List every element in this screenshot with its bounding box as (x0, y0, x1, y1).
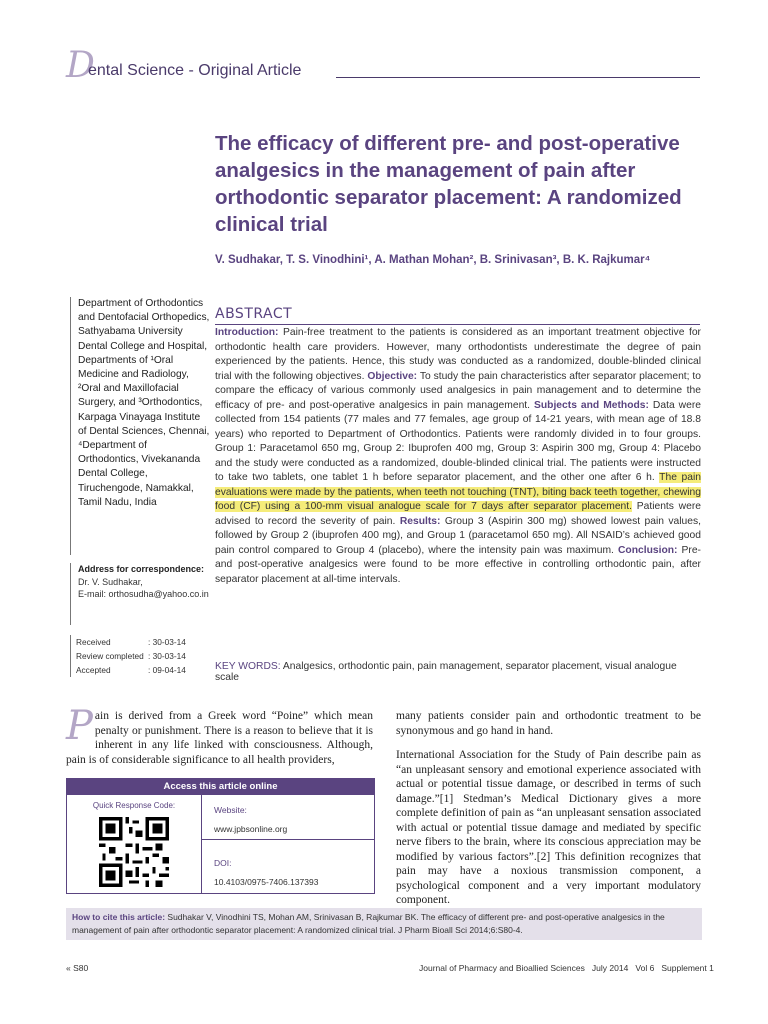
intro-label: Introduction: (215, 327, 279, 338)
affiliation-rule (70, 297, 71, 555)
correspondence (78, 563, 212, 601)
affiliation: Department of Orthodontics and Dentofacial Orthopedics, Sathyabama University Dental College and Hospital, Departments of ¹Oral Medicine and Radiology, ²Oral and Maxillofacial Surgery, and ³Orthodontics, Karpaga Vinayaga Institute of Dental Sciences, Chennai, ⁴Department of Orthodontics, Vivekananda Dental College, Tiruchengode, Namakkal, Tamil Nadu, India (78, 298, 210, 508)
body-paragraph: many patients consider pain and orthodontic treatment to be synonymous and go hand in hand. (396, 710, 701, 737)
abstract-body (215, 326, 701, 587)
body-left-column (66, 703, 373, 767)
objective-text: To study the pain characteristics after separator placement; to compare the efficacy of various commonly used analgesics in pain management and to determine the efficacy of pre- and post-operative analgesics in pain management. (215, 370, 701, 411)
conclusion-text: Pre- and post-operative analgesics were found to be more effective in controlling orthodontic pain, after separator placement at all-time intervals. (215, 544, 701, 585)
website-link[interactable]: www.jpbsonline.org (214, 824, 288, 834)
doi-label: DOI: (214, 858, 232, 868)
correspondence-rule (70, 563, 71, 625)
correspondence-email[interactable]: E-mail: orthosudha@yahoo.co.in (78, 589, 209, 599)
body-paragraph: International Association for the Study of Pain describe pain as “an unpleasant sensory and emotional experience associated with actual or potential tissue damage, or described in terms of such damage.”[1] Stedman’s Medical Dictionary gives a more complete definition of pain as “an unpleasant sensation associated with actual or potential tissue damage and mediated by specific nerve fibers to the brain, where its conscious appreciation may be modified by various factors”.[2] This definition recognizes that pain may have a noxious transmission component, a psychological component and a very important modulatory component. (396, 749, 701, 906)
conclusion-label: Conclusion: (617, 544, 678, 556)
citation-text: Sudhakar V, Vinodhini TS, Mohan AM, Srinivasan B, Rajkumar BK. The efficacy of different pre- and post-operative analgesics in the management of pain after orthodontic separator placement: A randomized clinical trial. J Pharm Bioall Sci 2014;6:S80-4. (72, 912, 665, 935)
keywords (215, 661, 701, 683)
keywords-text: Analgesics, orthodontic pain, pain management, separator placement, visual analogue scale (215, 661, 677, 683)
qr-code-icon[interactable] (99, 817, 169, 887)
link-panel (202, 795, 374, 893)
qr-panel (67, 795, 202, 893)
results-text: Group 3 (Aspirin 300 mg) showed lowest pain values, followed by Group 2 (ibuprofen 400 mg), and Group 1 (paracetamol 650 mg). All NSAID’s achieved good pain control compared to Group 4 (placebo), where the intensity pain was maximum. (215, 515, 702, 556)
body-right-column (396, 709, 701, 918)
qr-label: Quick Response Code: (92, 801, 176, 810)
date-key: Accepted (76, 665, 111, 675)
date-value: : 30-03-14 (148, 637, 186, 647)
results-label: Results: (399, 515, 441, 527)
date-value: : 30-03-14 (148, 651, 186, 661)
section-initial: D (66, 45, 95, 86)
highlighted-text[interactable]: The pain evaluations were made by the patients, when teeth not touching (TNT), biting back teeth together, chewing food (CF) using a 100-mm visual analogue scale for 7 days after separator placement. (215, 472, 702, 512)
page-number: « S80 (66, 963, 89, 973)
keywords-label: KEY WORDS: (215, 661, 281, 672)
date-row-received (76, 635, 186, 649)
intro-text: Pain-free treatment to the patients is considered as an important treatment objective for orthodontic health care providers. However, many orthodontists underestimate the degree of pain experienced by the patients. Hence, this study was conducted as a randomized, double-blinded clinical trial with the following objectives. (215, 327, 701, 382)
date-value: : 09-04-14 (148, 665, 186, 675)
access-box-heading: Access this article online (67, 779, 374, 795)
doi-link[interactable]: 10.4103/0975-7406.137393 (214, 877, 319, 887)
methods-label: Subjects and Methods: (534, 399, 649, 411)
header-rule (336, 77, 700, 78)
website-label: Website: (214, 805, 247, 815)
methods-end-text: Patients were advised to record the severity of pain. (215, 501, 701, 527)
correspondence-name: Dr. V. Sudhakar, (78, 576, 143, 587)
citation-label: How to cite this article: (72, 912, 166, 922)
abstract-rule (215, 324, 700, 325)
journal-footer: Journal of Pharmacy and Bioallied Sciences July 2014 Vol 6 Supplement 1 (419, 963, 714, 973)
body-left-text: ain is derived from a Greek word “Poine” which mean penalty or punishment. There is a reason to believe that it is inherent in any life linked with consciousness. Although, pain is of considerable significance to all health providers, (66, 710, 373, 766)
box-divider (202, 839, 374, 840)
article-title: The efficacy of different pre- and post-operative analgesics in the management of pain after orthodontic separator placement: A randomized clinical trial (215, 132, 682, 236)
date-key: Received (76, 637, 111, 647)
access-article-box (66, 778, 375, 894)
section-label: ental Science - Original Article (88, 62, 302, 79)
dates-rule (70, 635, 71, 677)
abstract-heading: ABSTRACT (215, 306, 293, 322)
objective-label: Objective: (367, 370, 418, 382)
article-dates (76, 635, 186, 677)
citation-box (66, 908, 702, 940)
drop-cap: P (66, 703, 93, 749)
author-list: V. Sudhakar, T. S. Vinodhini¹, A. Mathan Mohan², B. Srinivasan³, B. K. Rajkumar⁴ (215, 254, 651, 266)
date-key: Review completed (76, 651, 144, 661)
methods-text: Data were collected from 154 patients (77 males and 77 females, age group of 14-21 years, with mean age of 18.8 years) who reported to Department of Orthodontics. Patients were randomly divided in to four groups. Group 1: Paracetamol 650 mg, Group 2: Ibuprofen 400 mg, Group 3: Aspirin 300 mg, Group 4: Placebo and the study were conducted as a randomized, double-blinded clinical trial. The patients were instructed to take two tablets, one tablet 1 h before separator placement, and the other one after 6 h. (215, 399, 701, 483)
date-row-accepted (76, 663, 186, 677)
date-row-review (76, 649, 186, 663)
correspondence-label: Address for correspondence: (78, 564, 205, 574)
